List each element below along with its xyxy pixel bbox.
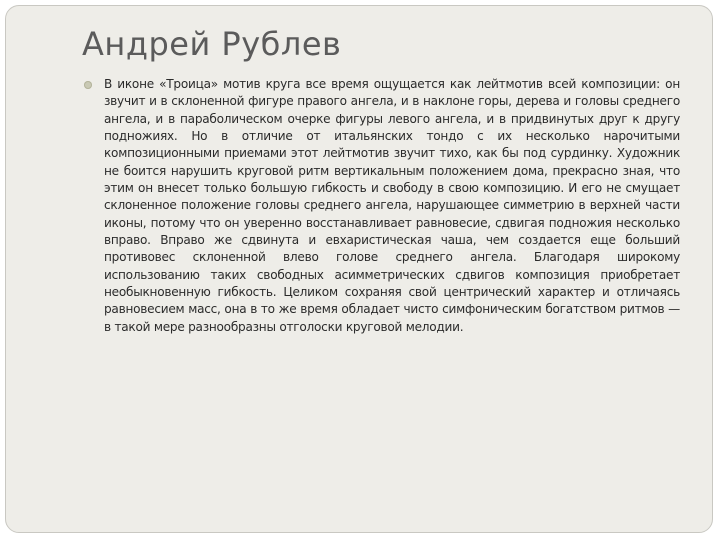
- bullet-dot-icon: [84, 81, 92, 89]
- bullet-item: [84, 76, 680, 336]
- slide: [5, 5, 713, 533]
- bullet-list: [84, 76, 680, 336]
- slide-title: Андрей Рублев: [82, 25, 342, 63]
- bullet-text: В иконе «Троица» мотив круга все время ощущается как лейтмотив всей композиции: он звучит и в склоненной фигуре правого ангела, и в наклоне горы, дерева и головы среднего ангела, и в параболическом очерке фигуры левого ангела, и в придвинутых друг к другу подножиях. Но в отличие от итальянских тондо с их несколько нарочитыми композиционными приемами этот лейтмотив звучит тихо, как бы под сурдинку. Художник не боится нарушить круговой ритм вертикальным положением дома, прекрасно зная, что этим он внесет только большую гибкость и свободу в свою композицию. И его не смущает склоненное положение головы среднего ангела, нарушающее симметрию в верхней части иконы, потому что он уверенно восстанавливает равновесие, сдвигая подножия несколько вправо. Вправо же сдвинута и евхаристическая чаша, чем создается еще больший противовес склоненной влево голове среднего ангела. Благодаря широкому использованию таких свободных асимметрических сдвигов композиция приобретает необыкновенную гибкость. Целиком сохраняя свой центрический характер и отличаясь равновесием масс, она в то же время обладает чисто симфоническим богатством ритмов — в такой мере разнообразны отголоски круговой мелодии.: [104, 77, 680, 334]
